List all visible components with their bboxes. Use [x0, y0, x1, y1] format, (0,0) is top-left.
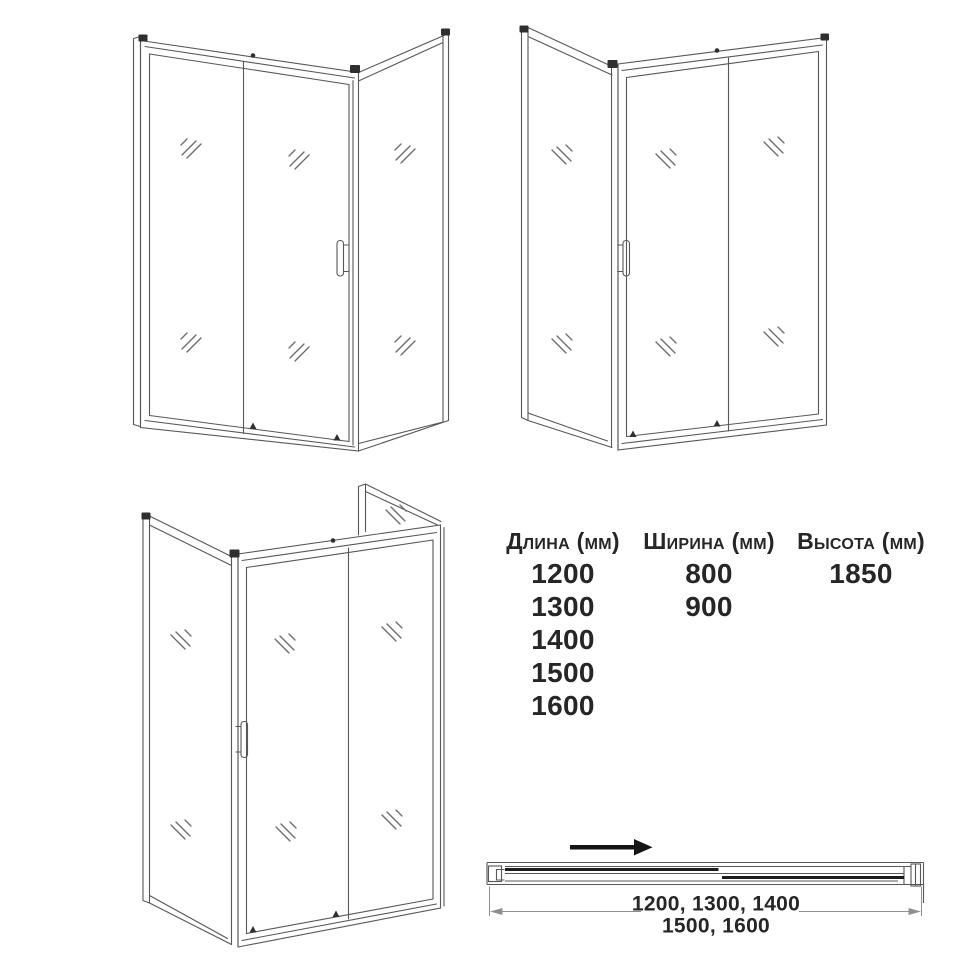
side-panel-left	[150, 516, 239, 947]
spec-value-length: 1200	[531, 558, 595, 589]
top-view-length-options-line1: 1200, 1300, 1400	[631, 892, 801, 916]
figure-iso-side-left	[520, 26, 830, 451]
figure-iso-with-return-panel	[142, 484, 445, 947]
glass-hatch-marks	[181, 139, 415, 361]
figure-top-view	[487, 839, 924, 938]
spec-column-height	[775, 528, 947, 590]
spec-value-width: 900	[685, 591, 733, 622]
spec-header-height: Высота (мм)	[797, 528, 925, 554]
spec-values-height	[775, 557, 947, 590]
spec-header-width: Ширина (мм)	[643, 528, 775, 554]
wall-profile-left	[522, 28, 529, 421]
wall-profile-left	[143, 516, 150, 903]
wall-profile-left	[134, 37, 141, 427]
slide-direction-arrow-icon	[570, 839, 653, 856]
door-handle-icon	[618, 241, 630, 277]
spec-value-width: 800	[685, 558, 733, 589]
side-panel-left	[528, 28, 618, 451]
front-door-frame	[238, 525, 441, 947]
spec-value-height: 1850	[829, 558, 893, 589]
figure-iso-side-right	[134, 29, 451, 452]
front-door-frame	[618, 38, 827, 451]
fittings	[139, 29, 451, 441]
door-handle-icon	[337, 241, 349, 277]
fittings	[520, 26, 830, 438]
fittings	[142, 513, 340, 933]
spec-value-length: 1400	[531, 624, 595, 655]
return-panel-back-right	[359, 484, 445, 906]
side-panel-right	[359, 34, 449, 452]
top-view-length-options-line2: 1500, 1600	[661, 914, 771, 938]
spec-value-length: 1600	[531, 690, 595, 721]
spec-value-length: 1300	[531, 591, 595, 622]
spec-values-width	[623, 557, 795, 623]
front-door-frame	[141, 41, 359, 452]
spec-value-length: 1500	[531, 657, 595, 688]
spec-header-length: Длина (мм)	[506, 528, 620, 554]
glass-hatch-marks	[171, 505, 406, 841]
spec-column-width	[623, 528, 795, 623]
glass-hatch-marks	[552, 137, 784, 356]
